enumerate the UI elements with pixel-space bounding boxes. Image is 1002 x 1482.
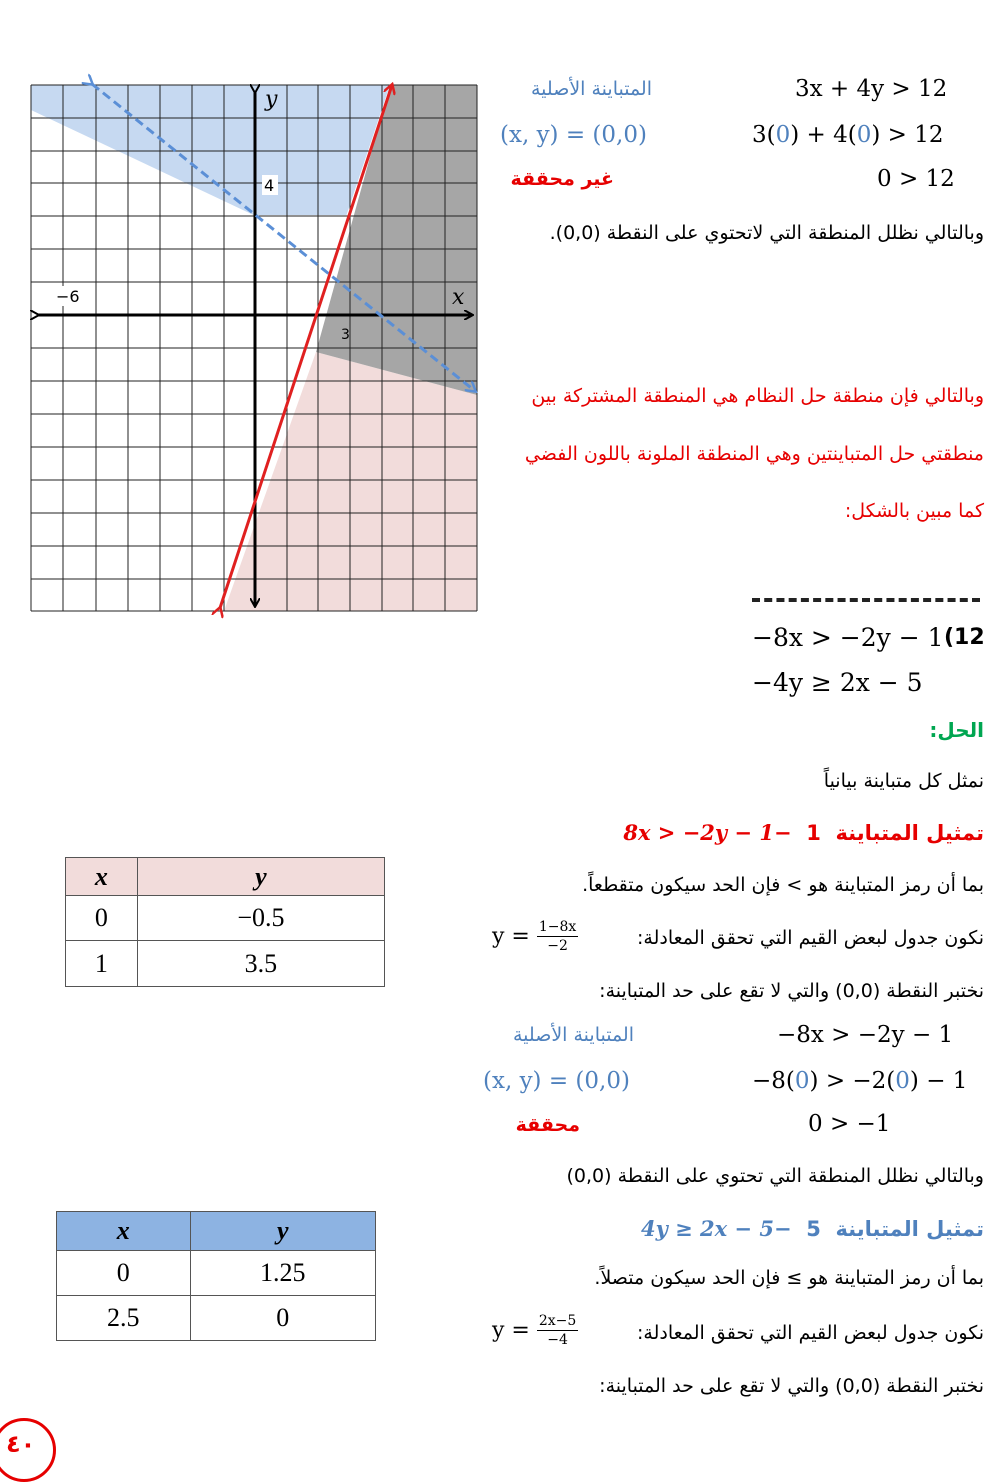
system-conclusion-line2: منطقتي حل المتباينتين وهي المنطقة الملونة باللون الفضي [524, 443, 984, 465]
table2-cell: 0 [190, 1296, 375, 1341]
separator [752, 598, 980, 602]
part1-result: 0 > −1 [808, 1111, 891, 1137]
part2-test-text: نختبر النقطة (0,0) والتي لا تقع على حد المتباينة: [599, 1375, 984, 1397]
shade-blue-region [31, 85, 390, 215]
label-original-inequality: المتباينة الأصلية [530, 78, 652, 100]
coordinate-graph [0, 60, 500, 630]
part1-inequality: −8x > −2y − 1 [777, 1022, 954, 1048]
table2-cell: 2.5 [57, 1296, 191, 1341]
solution-title: الحل: [929, 718, 984, 742]
substitution-line: 3(0) + 4(0) > 12 [752, 122, 944, 148]
tick-label-x-neg: −6 [56, 287, 80, 306]
part1-equation: y = $\frac{1-8x}{-2}$ [492, 919, 577, 954]
part1-heading: تمثيل المتباينة 1 −8x > −2y − 1 [623, 820, 984, 845]
page-number: ٤٠ [6, 1430, 36, 1458]
system-conclusion-line3: كما مبين بالشكل: [844, 500, 984, 522]
problem-inequality-2: −4y ≥ 2x − 5 [752, 668, 923, 697]
part2-boundary-text: بما أن رمز المتباينة هو ≥ فإن الحد سيكون متصلاً. [594, 1267, 984, 1289]
part2-equation: y = $\frac{2x-5}{-4}$ [492, 1313, 577, 1348]
part1-substitution: −8(0) > −2(0) − 1 [752, 1068, 968, 1094]
part2-table-text: نكون جدول لبعض القيم التي تحقق المعادلة: [636, 1322, 984, 1344]
table2-header-y: y [190, 1212, 375, 1251]
part2-heading: تمثيل المتباينة 5 −4y ≥ 2x − 5 [640, 1216, 984, 1241]
table1-header-x: x [66, 858, 138, 896]
problem-inequality-1: −8x > −2y − 1 [752, 623, 944, 652]
part1-verdict: محققة [515, 1114, 580, 1136]
part1-test-text: نختبر النقطة (0,0) والتي لا تقع على حد المتباينة: [599, 980, 984, 1002]
y-axis-label: y [265, 87, 278, 112]
verdict-false: غير محققة [510, 168, 614, 190]
shading-conclusion: وبالتالي نظلل المنطقة التي لاتحتوي على النقطة (0,0). [549, 222, 984, 244]
label-test-point: (x, y) = (0,0) [500, 122, 647, 148]
x-axis-label: x [452, 285, 465, 310]
part1-label-original: المتباينة الأصلية [512, 1024, 634, 1046]
problem-number: (12 [944, 625, 985, 650]
table1-cell: 0 [66, 896, 138, 941]
part1-label-point: (x, y) = (0,0) [483, 1068, 630, 1094]
part1-conclusion: وبالتالي نظلل المنطقة التي تحتوي على النقطة (0,0) [566, 1165, 984, 1187]
result-line: 0 > 12 [877, 166, 955, 192]
solution-intro: نمثل كل متباينة بيانياً [823, 770, 984, 792]
table1-cell: −0.5 [137, 896, 384, 941]
table1-cell: 1 [66, 941, 138, 987]
table2-cell: 1.25 [190, 1251, 375, 1296]
table1-header-y: y [137, 858, 384, 896]
tick-label-y-pos: 4 [264, 176, 275, 195]
table2-cell: 0 [57, 1251, 191, 1296]
table1-cell: 3.5 [137, 941, 384, 987]
values-table-1 [65, 857, 385, 987]
system-conclusion-line1: وبالتالي فإن منطقة حل النظام هي المنطقة المشتركة بين [531, 385, 984, 407]
part1-table-text: نكون جدول لبعض القيم التي تحقق المعادلة: [636, 927, 984, 949]
inequality-original: 3x + 4y > 12 [795, 76, 948, 102]
values-table-2 [56, 1211, 376, 1341]
tick-label-x-pos: 3 [341, 327, 350, 343]
part1-boundary-text: بما أن رمز المتباينة هو > فإن الحد سيكون متقطعاً. [582, 874, 984, 896]
table2-header-x: x [57, 1212, 191, 1251]
